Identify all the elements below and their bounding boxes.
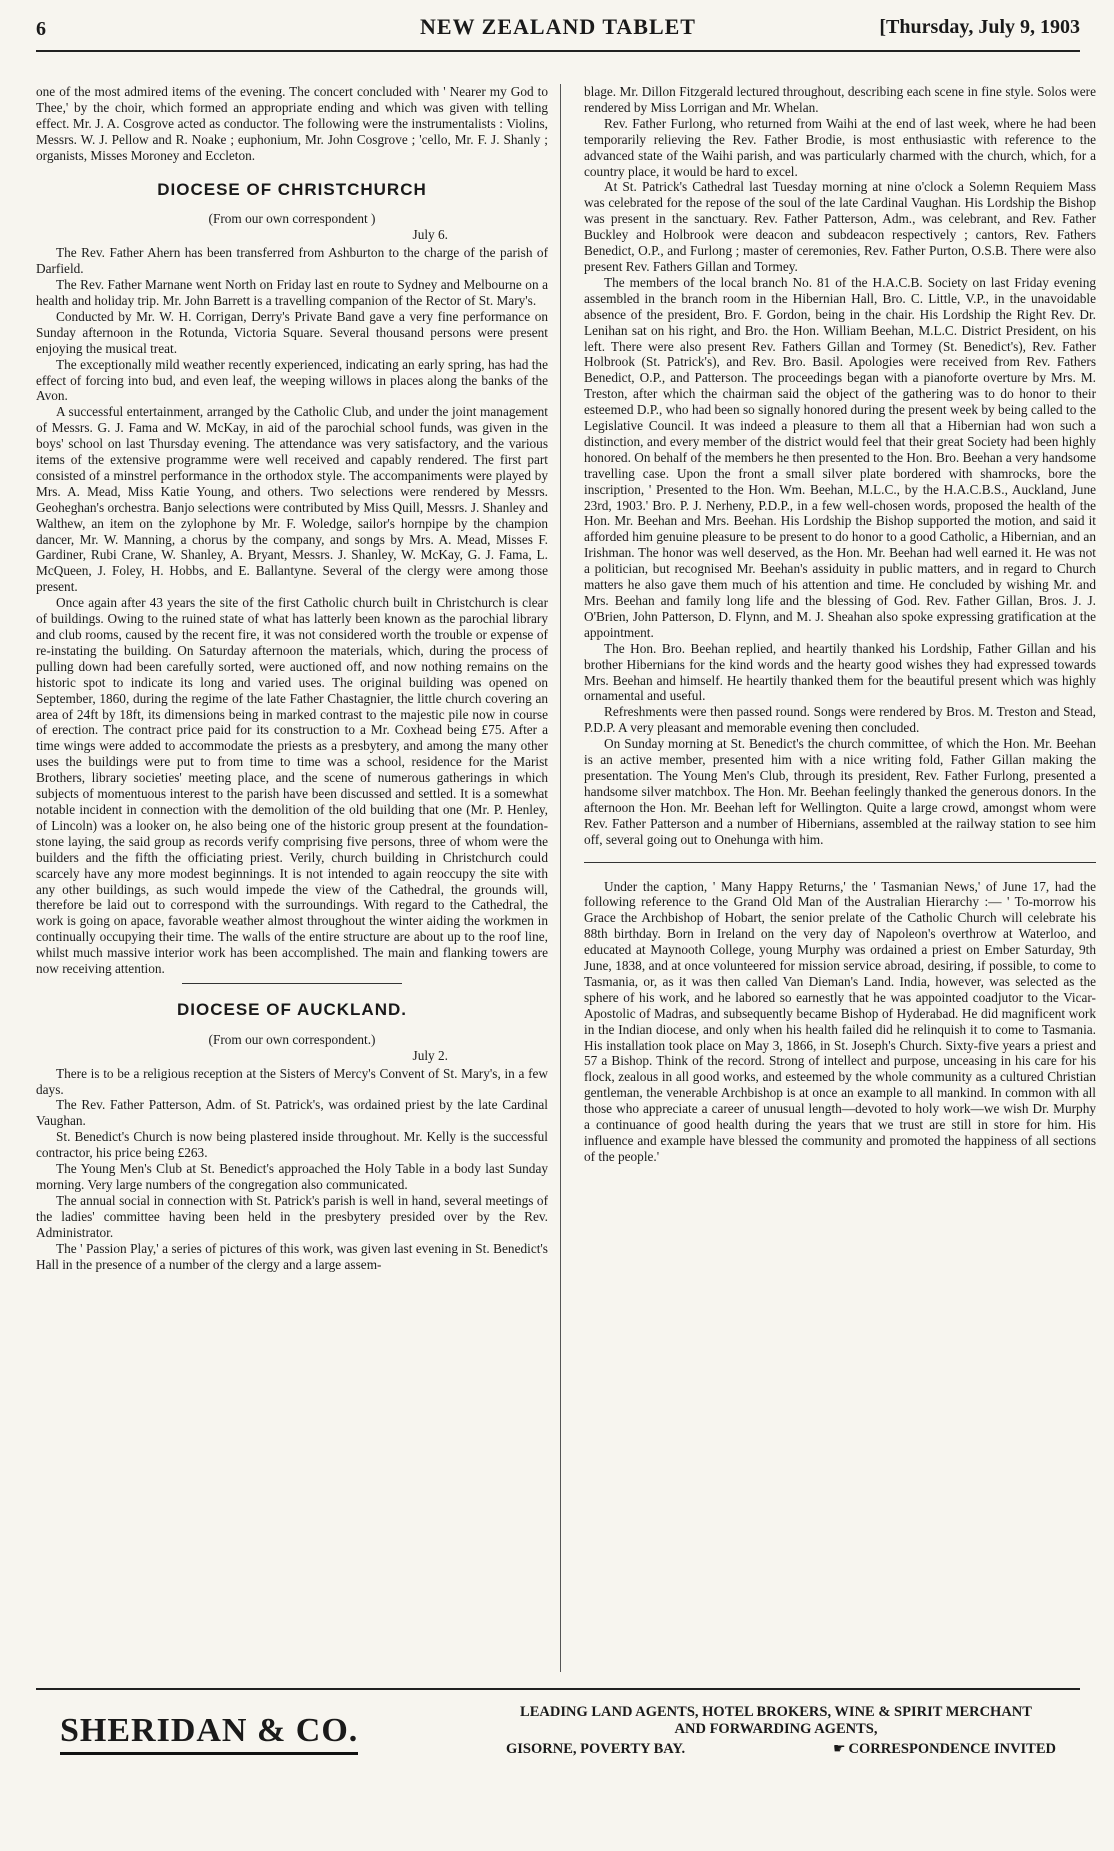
continuation-paragraph: blage. Mr. Dillon Fitzgerald lectured throughout, describing each scene in fine style. Solos were rendered by Miss Lorrigan and Mr. Whelan. xyxy=(584,84,1096,115)
christchurch-paragraph: A successful entertainment, arranged by the Catholic Club, and under the joint management of Messrs. G. J. Fama and W. McKay, in aid of the parochial school funds, was given in the boys' school on last Thursday evening. The attendance was very satisfactory, and the various items of the extensive programme were well received and capably rendered. The first part consisted of a minstrel performance in the orthodox style. The accompaniments were played by Mrs. A. Mead, Miss Katie Young, and others. Two selections were rendered by Messrs. Geoheghan's orchestra. Banjo selections were contributed by Miss Quill, Messrs. J. Shanley and Walthew, an item on the zylophone by Mr. F. Woledge, sailor's hornpipe by the champion dancer, Mr. W. Manning, a chorus by the company, and songs by Mrs. A. Mead, Misses F. Gardiner, Rubi Crane, W. Shanley, A. Bryant, Messrs. J. Shanley, W. McKay, G. J. Fama, L. McQueen, J. Foley, H. Hobbs, and E. Ballantyne. Several of the clergy were among those present. xyxy=(36,404,548,595)
auckland-paragraph: The annual social in connection with St. Patrick's parish is well in hand, several meetings of the ladies' committee having been held in the presbytery presided over by the Rev. Administrator. xyxy=(36,1192,548,1240)
ad-line-2: AND FORWARDING AGENTS, xyxy=(674,1721,878,1737)
auckland-news-paragraph: The Hon. Bro. Beehan replied, and heartily thanked his Lordship, Father Gillan and his brother Hibernians for the kind words and the hearty good wishes they had expressed towards Mrs. Beehan and himself. He heartily thanked them for the beautiful present which was highly ornamental and useful. xyxy=(584,640,1096,704)
auckland-paragraph: There is to be a religious reception at the Sisters of Mercy's Convent of St. Mary's, in a few days. xyxy=(36,1065,548,1097)
ad-location: GISORNE, POVERTY BAY. xyxy=(506,1741,686,1757)
right-column xyxy=(584,84,1096,1672)
ad-line-1: LEADING LAND AGENTS, HOTEL BROKERS, WINE & SPIRIT MERCHANT xyxy=(520,1704,1032,1720)
christchurch-paragraph: Conducted by Mr. W. H. Corrigan, Derry's Private Band gave a very fine performance on Sunday afternoon in the Rotunda, Victoria Square. Several thousand persons were present enjoying the musical treat. xyxy=(36,308,548,356)
christchurch-paragraph: The Rev. Father Ahern has been transferred from Ashburton to the charge of the parish of Darfield. xyxy=(36,245,548,277)
left-column xyxy=(36,84,548,1672)
publication-title: NEW ZEALAND TABLET xyxy=(420,14,696,39)
advertiser-name: SHERIDAN & CO. xyxy=(60,1712,358,1755)
auckland-paragraph: St. Benedict's Church is now being plastered inside throughout. Mr. Kelly is the successful contractor, his price being £263. xyxy=(36,1129,548,1161)
advertisement-text xyxy=(476,1704,1076,1758)
christchurch-dateline: July 6. xyxy=(412,227,448,243)
section-divider xyxy=(182,983,402,984)
ad-invite-text: CORRESPONDENCE INVITED xyxy=(848,1741,1056,1757)
page-number: 6 xyxy=(36,18,46,40)
issue-date: [Thursday, July 9, 1903 xyxy=(879,16,1080,38)
christchurch-heading: DIOCESE OF CHRISTCHURCH xyxy=(157,179,427,199)
christchurch-paragraph: The Rev. Father Marnane went North on Friday last en route to Sydney and Melbourne on a health and holiday trip. Mr. John Barrett is a travelling companion of the Rector of St. Mary's. xyxy=(36,277,548,308)
ad-invite xyxy=(833,1741,1056,1758)
article-divider xyxy=(584,862,1096,863)
auckland-heading: DIOCESE OF AUCKLAND. xyxy=(177,999,407,1019)
page-header xyxy=(36,6,1080,52)
christchurch-correspondent: (From our own correspondent ) xyxy=(208,211,376,227)
auckland-paragraph: The Rev. Father Patterson, Adm. of St. Patrick's, was ordained priest by the late Cardinal Vaughan. xyxy=(36,1097,548,1129)
christchurch-paragraph: Once again after 43 years the site of the first Catholic church built in Christchurch is clear of buildings. Owing to the ruined state of what has latterly been known as the parochial library and club rooms, caused by the recent fire, it was not considered worth the trouble or expense of re-instating the building. On Saturday afternoon the materials, which, during the process of pulling down had been carefully sorted, were auctioned off, and now nothing remains on the historic spot to indicate its long and varied uses. The original building was opened on September, 1860, during the regime of the late Father Chastagnier, the little church covering an area of 24ft by 18ft, its dimensions being in marked contrast to the majestic pile now in course of erection. The contract price paid for its construction to a Mr. Coxhead being £75. After a time wings were added to accommodate the priests as a presbytery, and among the many other uses the buildings were put to from time to time was a school, residence for the Marist Brothers, library societies' meeting place, and the scene of numerous gatherings in which subjects of momentuous interest to the parish have been discussed and settled. It is a somewhat notable incident in connection with the demolition of the old building that one (Mr. P. Henley, of Lincoln) was a looker on, he also being one of the historic group present at the foundation-stone laying, the said group as records verify comprising five persons, three of whom were the builders and the fifth the officiating priest. Verily, church building in Christchurch could scarcely have any more modest beginnings. It is not intended to again reoccupy the site with any other buildings, as such would impede the view of the Cathedral, the grounds will, therefore be laid out to correspond with the surroundings. With regard to the Cathedral, the work is going on apace, favorable weather almost throughout the winter aiding the workmen in continually occupying their time. The walls of the entire structure are about up to the roof line, whilst much massive interior work has been accomplished. The main and flanking towers are now receiving attention. xyxy=(36,595,548,977)
auckland-news-paragraph: At St. Patrick's Cathedral last Tuesday morning at nine o'clock a Solemn Requiem Mass was celebrated for the repose of the soul of the late Cardinal Vaughan. His Lordship the Bishop was present in the sanctuary. Rev. Father Patterson, Adm., was celebrant, and Rev. Father Buckley and Holbrook were deacon and subdeacon respectively ; cantors, Rev. Fathers Benedict, O.P., and Furlong ; master of ceremonies, Rev. Father Purton, O.S.B. There were also present Rev. Fathers Gillan and Tormey. xyxy=(584,179,1096,274)
auckland-correspondent: (From our own correspondent.) xyxy=(208,1031,376,1047)
pointing-hand-icon: ☛ xyxy=(832,1741,846,1757)
column-rule xyxy=(560,84,561,1672)
auckland-dateline: July 2. xyxy=(412,1047,448,1063)
advertisement-footer xyxy=(36,1688,1080,1810)
tasmania-article: Under the caption, ' Many Happy Returns,' the ' Tasmanian News,' of June 17, had the following reference to the Grand Old Man of the Australian Hierarchy :— ' To-morrow his Grace the Archbishop of Hobart, the senior prelate of the Catholic Church will celebrate his 88th birthday. Born in Ireland on the very day of Napoleon's overthrow at Waterloo, and educated at Maynooth College, young Murphy was ordained a priest on Ember Saturday, 9th June, 1838, and at once volunteered for mission service abroad, desiring, if possible, to come to Tasmania, or, as it was then called Van Dieman's Land. India, however, was selected as the sphere of his work, and he labored so earnestly that he was appointed coadjutor to the Vicar-Apostolic of Madras, and subsequently became Bishop of Hyderabad. He did magnificent work in the Indian diocese, and only when his health failed did he relinquish it to come to Tasmania. His installation took place on May 3, 1866, in St. Joseph's Church. Sixty-five years a priest and 57 a Bishop. Think of the record. Strong of intellect and purpose, unceasing in his care for his flock, zealous in all good works, and esteemed by the whole community as a cultured Christian gentleman, the venerable Archbishop is at once an example to all mankind. In common with all those who appreciate a career of unusual length—devoted to holy work—we wish Dr. Murphy a continuance of good health during the years that we trust are still in store for him. His influence and example have blessed the community and promoted the happiness of all sections of the people.' xyxy=(584,878,1096,1164)
auckland-news-paragraph: Rev. Father Furlong, who returned from Waihi at the end of last week, where he had been temporarily relieving the Rev. Father Brodie, is most enthusiastic with reference to the advanced state of the Waihi parish, and was particularly charmed with the church, which, for a country place, it would be hard to excel. xyxy=(584,115,1096,179)
opening-paragraph: one of the most admired items of the evening. The concert concluded with ' Nearer my God to Thee,' by the choir, which formed an appropriate ending and which was given with telling effect. Mr. J. A. Cosgrove acted as conductor. The following were the instrumentalists : Violins, Messrs. W. J. Pellow and R. Noake ; euphonium, Mr. John Cosgrove ; 'cello, Mr. F. J. Shanly ; organists, Misses Moroney and Eccleton. xyxy=(36,84,548,163)
auckland-news-paragraph: Refreshments were then passed round. Songs were rendered by Bros. M. Treston and Stead, P.D.P. A very pleasant and memorable evening then concluded. xyxy=(584,704,1096,736)
auckland-paragraph: The Young Men's Club at St. Benedict's approached the Holy Table in a body last Sunday morning. Very large numbers of the congregation also communicated. xyxy=(36,1161,548,1192)
christchurch-paragraph: The exceptionally mild weather recently experienced, indicating an early spring, has had the effect of forcing into bud, and even leaf, the weeping willows in places along the banks of the Avon. xyxy=(36,356,548,404)
auckland-paragraph: The ' Passion Play,' a series of pictures of this work, was given last evening in St. Benedict's Hall in the presence of a number of the clergy and a large assem- xyxy=(36,1240,548,1272)
auckland-news-paragraph: The members of the local branch No. 81 of the H.A.C.B. Society on last Friday evening assembled in the branch room in the Hibernian Hall, Bro. C. Little, V.P., in the unavoidable absence of the president, Bro. F. Gordon, being in the chair. His Lordship the Right Rev. Dr. Lenihan sat on his right, and Bro. the Hon. William Beehan, M.L.C. District President, on his left. There were also present Rev. Fathers Gillan and Tormey (St. Benedict's), Rev. Father Holbrook (St. Patrick's), and Rev. Bro. Basil. Apologies were received from Rev. Fathers Benedict, O.P., and Patterson. The proceedings began with a pianoforte overture by Mrs. M. Treston, after which the chairman said the object of the gathering was to do honor to their esteemed D.P., who had been so signally honored during the present week by being called to the Legislative Council. It was indeed a pleasure to them all that a Hibernian had won such a distinction, and every member of the district would feel that their great Society had been highly honored. On behalf of the members he then presented to the Hon. Bro. Beehan a very handsome travelling case. Upon the front a small silver plate bordered with shamrocks, bore the inscription, ' Presented to the Hon. Wm. Beehan, M.L.C., by the H.A.C.B.S., Auckland, June 23rd, 1903.' Bro. P. J. Nerheny, P.D.P., in a few well-chosen words, proposed the health of the Hon. Mr. Beehan and Mrs. Beehan. His Lordship the Bishop supported the motion, and said it afforded him genuine pleasure to be present to do honor to a good Catholic, a Hibernian, and an Irishman. The honor was well deserved, as the Hon. Mr. Beehan had well earned it. He was not a politician, but recognised Mr. Beehan's assiduity in public matters, and in regard to Church matters he also gave them much of his attention and time. He concluded by wishing Mr. and Mrs. Beehan and family long life and the blessing of God. Rev. Father Gillan, Bros. J. J. O'Brien, John Patterson, D. Flynn, and M. J. Sheahan also spoke expressing gratification at the appointment. xyxy=(584,274,1096,640)
auckland-news-paragraph: On Sunday morning at St. Benedict's the church committee, of which the Hon. Mr. Beehan is an active member, presented him with a nice writing fold, Father Gillan making the presentation. The Young Men's Club, through its president, Rev. Father Furlong, presented a handsome silver matchbox. The Hon. Mr. Beehan feelingly thanked the generous donors. In the afternoon the Hon. Mr. Beehan left for Wellington. Quite a large crowd, amongst whom were Rev. Father Patterson and a number of Hibernians, assembled at the railway station to see him off, several going out to Onehunga with him. xyxy=(584,736,1096,847)
